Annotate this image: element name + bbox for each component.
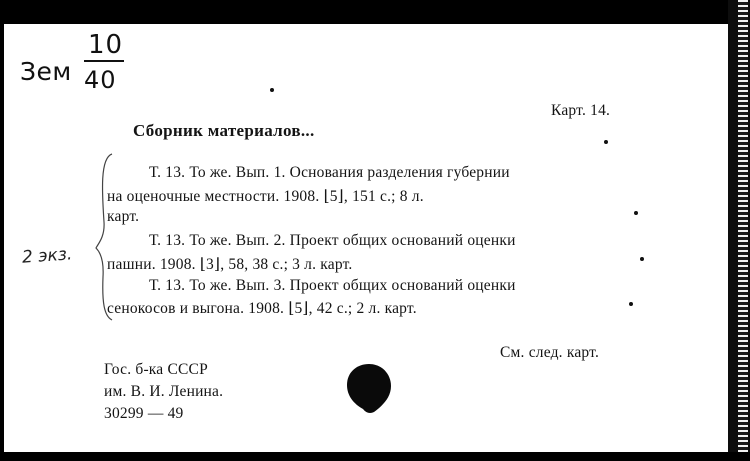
- entry-line-7: сенокосов и выгона. 1908. ⌊5⌋, 42 с.; 2 л. карт.: [107, 300, 417, 317]
- handwritten-brace: [94, 152, 114, 322]
- entry-line-6: Т. 13. То же. Вып. 3. Проект общих оснований оценки: [149, 277, 516, 294]
- card-title: Сборник материалов...: [133, 121, 315, 140]
- library-line-3: 30299 — 49: [104, 405, 184, 422]
- speck: [604, 140, 608, 144]
- speck: [270, 88, 274, 92]
- handwritten-number-top: 10: [88, 30, 124, 60]
- scan-border-bottom: [0, 452, 750, 461]
- speck: [634, 211, 638, 215]
- fraction-bar: [84, 60, 124, 62]
- entry-line-2: на оценочные местности. 1908. ⌊5⌋, 151 с.; 8 л.: [107, 188, 424, 205]
- card-number: Карт. 14.: [551, 102, 611, 119]
- library-line-1: Гос. б-ка СССР: [104, 361, 208, 378]
- scan-border-right: [728, 0, 750, 461]
- entry-line-5: пашни. 1908. ⌊3⌋, 58, 38 с.; 3 л. карт.: [107, 256, 353, 273]
- handwritten-copies-note: 2 экз.: [21, 244, 73, 268]
- entry-line-4: Т. 13. То же. Вып. 2. Проект общих оснований оценки: [149, 232, 516, 249]
- speck: [640, 257, 644, 261]
- see-next-card: См. след. карт.: [500, 344, 600, 361]
- library-line-2: им. В. И. Ленина.: [104, 383, 224, 400]
- punch-hole: [346, 362, 392, 414]
- handwritten-number-bottom: 40: [84, 66, 117, 94]
- speck: [629, 302, 633, 306]
- handwritten-section: Зем: [20, 57, 72, 86]
- entry-line-3: карт.: [107, 208, 140, 225]
- entry-line-1: Т. 13. То же. Вып. 1. Основания разделения губернии: [149, 164, 510, 181]
- scan-border-top: [0, 0, 750, 24]
